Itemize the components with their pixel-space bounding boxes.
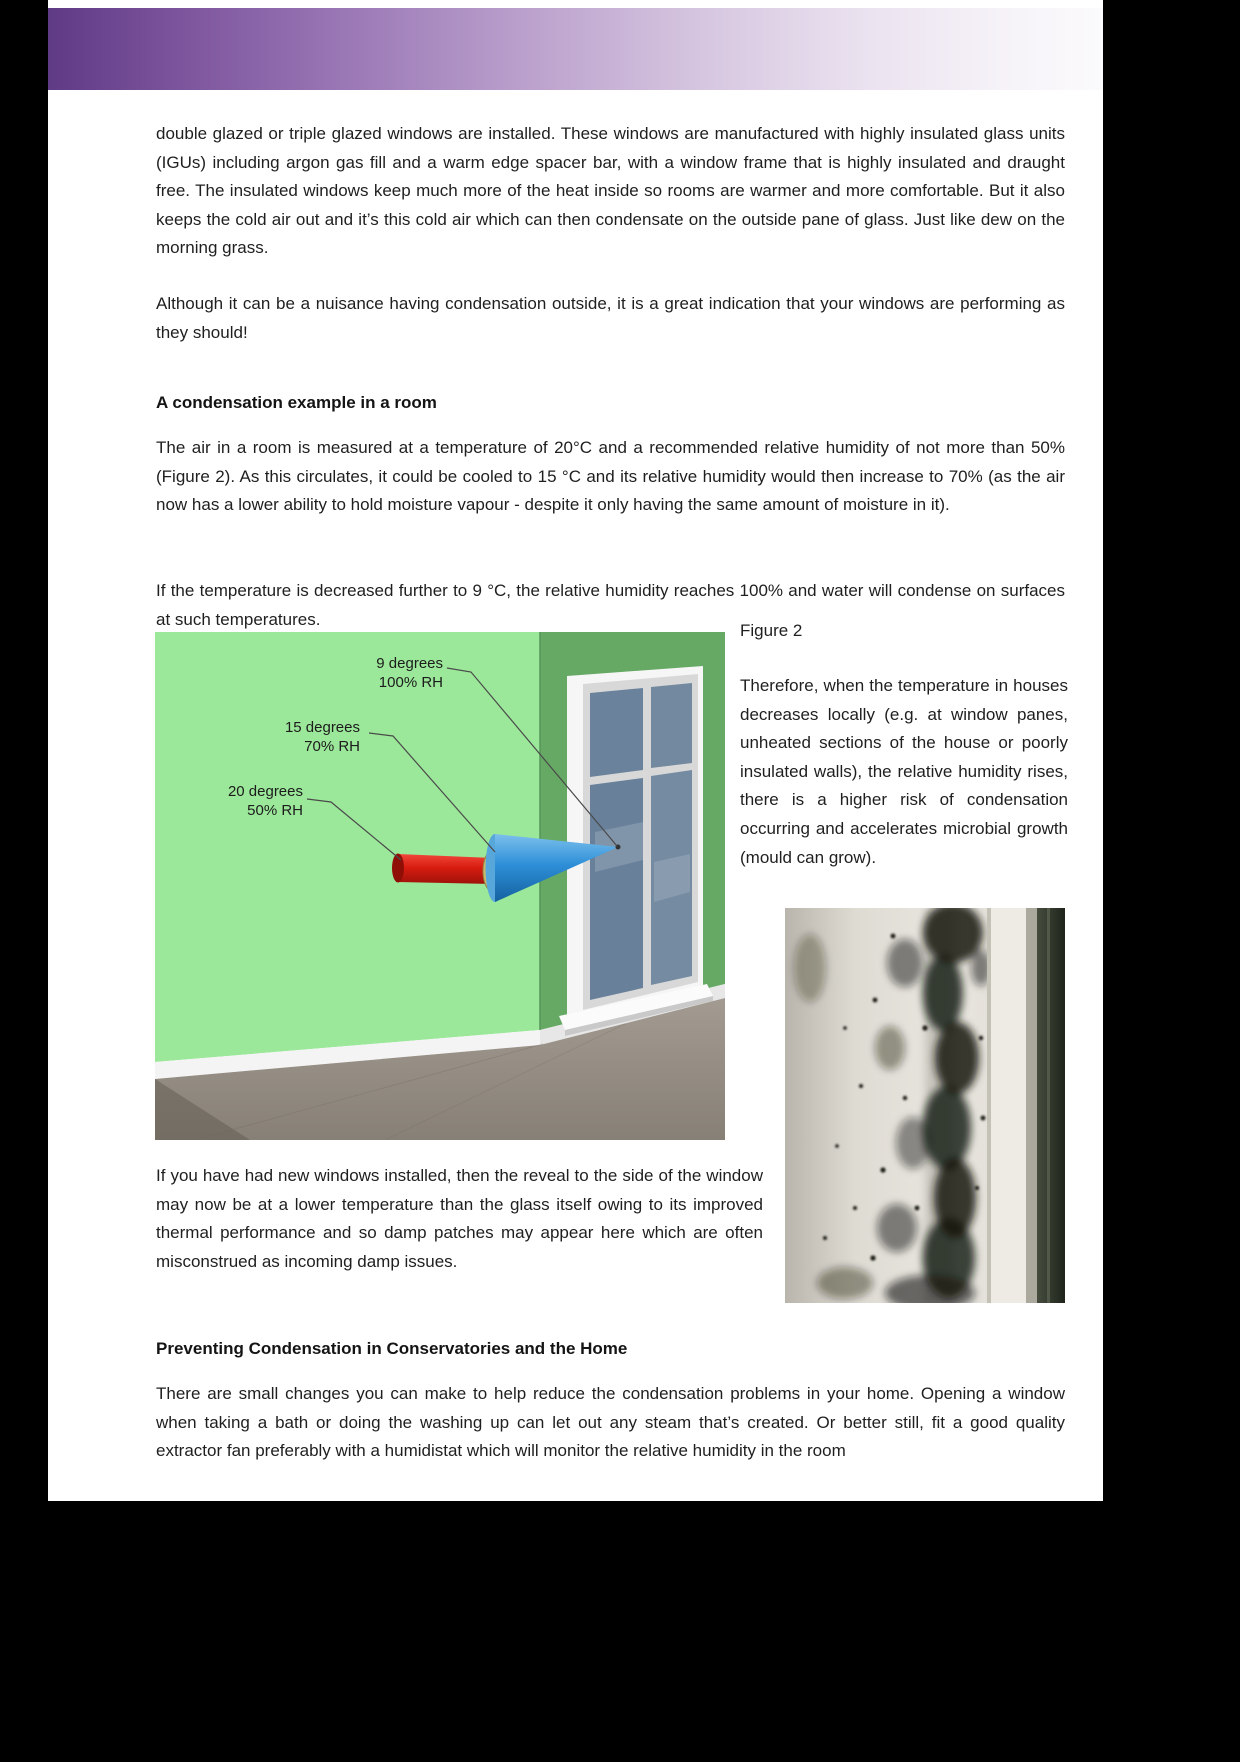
label-20-degrees-line2: 50% RH — [247, 802, 303, 819]
cone-red-cylinder — [398, 854, 493, 884]
glazing-bead — [1026, 908, 1037, 1303]
window-glass-dark — [1037, 908, 1065, 1303]
frame-edge-shadow — [987, 908, 991, 1303]
paragraph-temperature-decrease: If the temperature is decreased further to 9 °C, the relative humidity reaches 100% and water will condense on surfaces at such temperatures. — [156, 581, 1065, 629]
paragraph-small-changes: There are small changes you can make to help reduce the condensation problems in your home. Opening a window when taking a bath or doing the washing up can let out any steam that’s created. Or better still, fit a good quality extractor fan preferably with a humidistat which will monitor the relative humidity in the room — [156, 1384, 1065, 1461]
label-9-degrees-line1: 9 degrees — [376, 655, 443, 672]
header-gradient-band — [48, 8, 1103, 90]
room-diagram — [155, 632, 725, 1140]
label-15-degrees — [220, 718, 360, 756]
heading-condensation-example: A condensation example in a room — [156, 393, 437, 412]
window-frame-upvc — [991, 908, 1026, 1303]
label-9-degrees-line2: 100% RH — [378, 674, 443, 691]
paragraph-room-measurement: The air in a room is measured at a temperature of 20°C and a recommended relative humidity of not more than 50% (Figure 2). As this circulates, it could be cooled to 15 °C and its relative humidity would then increase to 70% (as the air now has a lower ability to hold moisture vapour - despite it only having the same amount of moisture in it). — [156, 438, 1065, 515]
mould-photo — [785, 908, 1065, 1303]
label-15-degrees-line1: 15 degrees — [284, 719, 360, 736]
window-pane-bottom-left — [590, 778, 643, 1000]
figure-room-illustration — [155, 632, 725, 1140]
window-pane-top-left — [590, 688, 643, 777]
window-pane-top-right — [651, 683, 692, 768]
glass-reflection-line — [1047, 908, 1050, 1303]
figure-caption: Figure 2 — [740, 621, 803, 640]
paragraph-nuisance-note: Although it can be a nuisance having condensation outside, it is a great indication that your windows are performing as they should! — [156, 294, 1065, 342]
label-15-degrees-line2: 70% RH — [304, 738, 360, 755]
paragraph-insulated-windows: double glazed or triple glazed windows are installed. These windows are manufactured with highly insulated glass units (IGUs) including argon gas fill and a warm edge spacer bar, with a window frame that is highly insulated and draught free. The insulated windows keep much more of the heat inside so rooms are warmer and more comfortable. But it also keeps the cold air out and it’s this cold air which can then condensate on the outside pane of glass. Just like dew on the morning grass. — [156, 124, 1065, 258]
mould-photo-image — [785, 908, 1065, 1303]
document-page — [48, 0, 1103, 1501]
heading-preventing-condensation: Preventing Condensation in Conservatories and the Home — [156, 1339, 628, 1358]
label-20-degrees-line1: 20 degrees — [227, 783, 303, 800]
paragraph-new-windows-reveal: If you have had new windows installed, then the reveal to the side of the window may now be at a lower temperature than the glass itself owing to its improved thermal performance and so damp patches may appear here which are often misconstrued as incoming damp issues. — [156, 1166, 763, 1271]
label-9-degrees — [303, 654, 443, 692]
paragraph-therefore-humidity: Therefore, when the temperature in houses decreases locally (e.g. at window panes, unheated sections of the house or poorly insulated walls), the relative humidity rises, there is a higher risk of condensation occurring and accelerates microbial growth (mould can grow). — [740, 676, 1068, 867]
left-wall — [155, 632, 540, 1062]
label-20-degrees — [163, 782, 303, 820]
